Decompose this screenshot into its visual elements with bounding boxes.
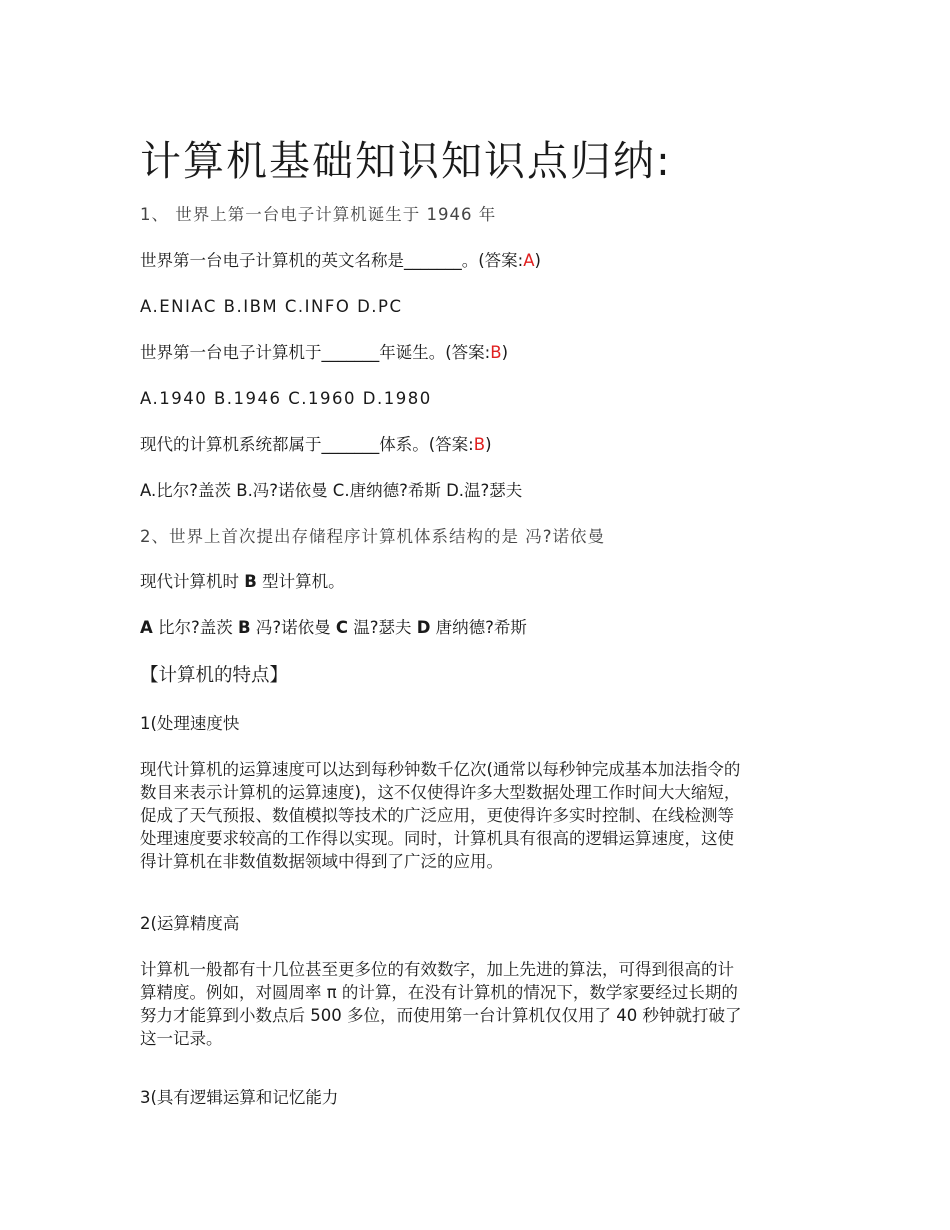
question-4-answer: B	[244, 572, 257, 591]
question-3	[140, 433, 820, 456]
option-b-text: 冯?诺依曼	[250, 618, 336, 637]
paragraph-line: 促成了天气预报、数值模拟等技术的广泛应用，更使得许多实时控制、在线检测等	[140, 806, 734, 825]
paragraph-line: 这一记录。	[140, 1029, 223, 1048]
page-title: 计算机基础知识知识点归纳:	[140, 137, 672, 185]
feature-2-paragraph	[140, 958, 812, 1050]
feature-2-heading: 2(运算精度高	[140, 914, 240, 933]
feature-1-heading: 1(处理速度快	[140, 714, 240, 733]
question-3-close: )	[485, 435, 492, 454]
option-a-text: 比尔?盖茨	[152, 618, 239, 637]
feature-3-heading: 3(具有逻辑运算和记忆能力	[140, 1088, 339, 1107]
point-2-heading: 2、世界上首次提出存储程序计算机体系结构的是 冯?诺依曼	[140, 527, 606, 546]
paragraph-line: 得计算机在非数值数据领域中得到了广泛的应用。	[140, 852, 503, 871]
question-2	[140, 341, 820, 364]
question-3-options: A.比尔?盖茨 B.冯?诺依曼 C.唐纳德?希斯 D.温?瑟夫	[140, 481, 523, 500]
question-2-answer: B	[490, 343, 502, 362]
question-2-options: A.1940 B.1946 C.1960 D.1980	[140, 389, 432, 408]
question-2-text: 世界第一台电子计算机于_______年诞生。(答案:	[140, 343, 491, 362]
option-b-label: B	[238, 618, 251, 637]
question-1-answer: A	[523, 251, 535, 270]
paragraph-line: 努力才能算到小数点后 500 多位，而使用第一台计算机仅仅用了 40 秒钟就打破了	[140, 1006, 742, 1025]
question-3-text: 现代的计算机系统都属于_______体系。(答案:	[140, 435, 474, 454]
paragraph-line: 算精度。例如，对圆周率 π 的计算，在没有计算机的情况下，数学家要经过长期的	[140, 983, 738, 1002]
option-c-text: 温?瑟夫	[347, 618, 417, 637]
question-1-text: 世界第一台电子计算机的英文名称是_______。(答案:	[140, 251, 524, 270]
option-c-label: C	[335, 618, 348, 637]
section-features-heading: 【计算机的特点】	[140, 665, 289, 686]
question-2-close: )	[501, 343, 509, 362]
question-4	[140, 570, 820, 593]
question-3-answer: B	[473, 435, 486, 454]
paragraph-line: 现代计算机的运算速度可以达到每秒钟数千亿次(通常以每秒钟完成基本加法指令的	[140, 760, 741, 779]
option-d-text: 唐纳德?希斯	[430, 618, 527, 637]
question-1-options: A.ENIAC B.IBM C.INFO D.PC	[140, 297, 403, 316]
question-4-post: 型计算机。	[256, 572, 345, 591]
point-1-heading: 1、 世界上第一台电子计算机诞生于 1946 年	[140, 205, 497, 224]
paragraph-line: 计算机一般都有十几位甚至更多位的有效数字，加上先进的算法，可得到很高的计	[140, 960, 734, 979]
question-1-close: )	[534, 251, 541, 270]
question-4-pre: 现代计算机时	[140, 572, 245, 591]
option-d-label: D	[416, 618, 431, 637]
paragraph-line: 处理速度要求较高的工作得以实现。同时，计算机具有很高的逻辑运算速度，这使	[140, 829, 734, 848]
question-1	[140, 249, 820, 272]
option-a-label: A	[140, 618, 153, 637]
paragraph-line: 数目来表示计算机的运算速度)，这不仅使得许多大型数据处理工作时间大大缩短，	[140, 783, 741, 802]
feature-1-paragraph	[140, 758, 812, 873]
question-4-options	[140, 616, 820, 639]
